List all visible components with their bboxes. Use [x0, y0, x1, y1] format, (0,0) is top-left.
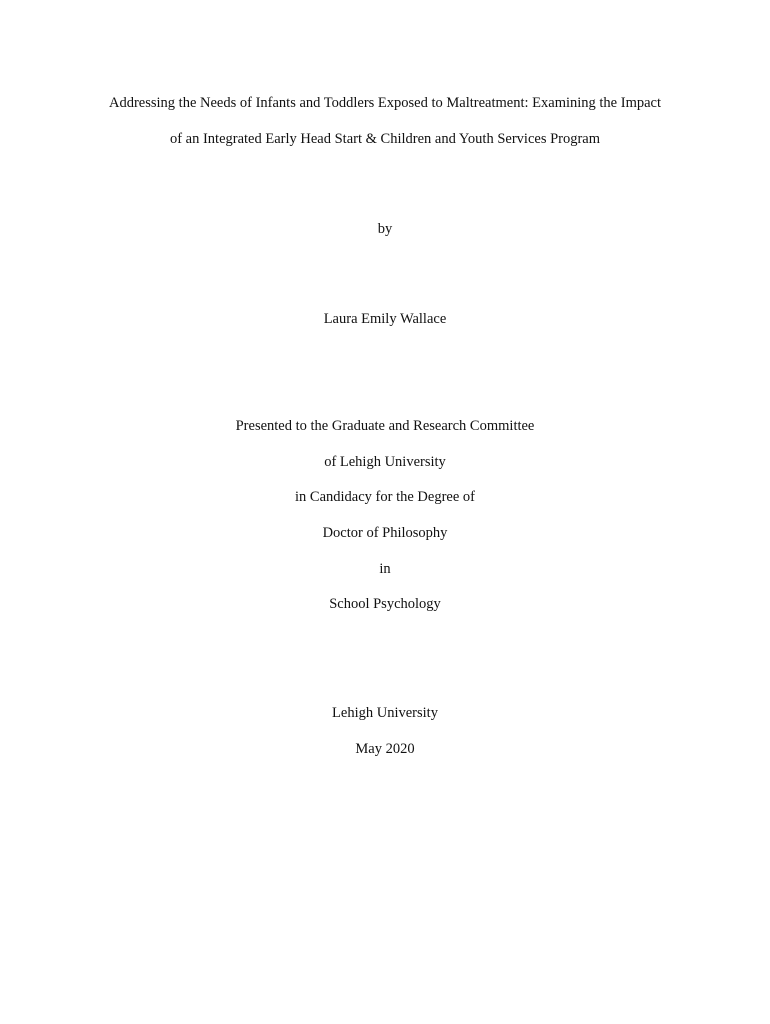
institution-name: Lehigh University	[332, 705, 438, 721]
thesis-title-line-1: Addressing the Needs of Infants and Toddlers Exposed to Maltreatment: Examining the Impact	[109, 95, 661, 111]
thesis-title-line-2: of an Integrated Early Head Start & Children and Youth Services Program	[169, 131, 601, 147]
presentation-line-1: Presented to the Graduate and Research Committee	[235, 418, 535, 434]
by-label: by	[377, 221, 393, 237]
author-name: Laura Emily Wallace	[323, 311, 447, 327]
presentation-line-3: in Candidacy for the Degree of	[295, 489, 475, 505]
degree-name: Doctor of Philosophy	[322, 525, 448, 541]
submission-date: May 2020	[355, 741, 415, 757]
presentation-line-2: of Lehigh University	[324, 454, 446, 470]
presentation-line-5: in	[379, 561, 391, 577]
field-of-study: School Psychology	[329, 596, 441, 612]
